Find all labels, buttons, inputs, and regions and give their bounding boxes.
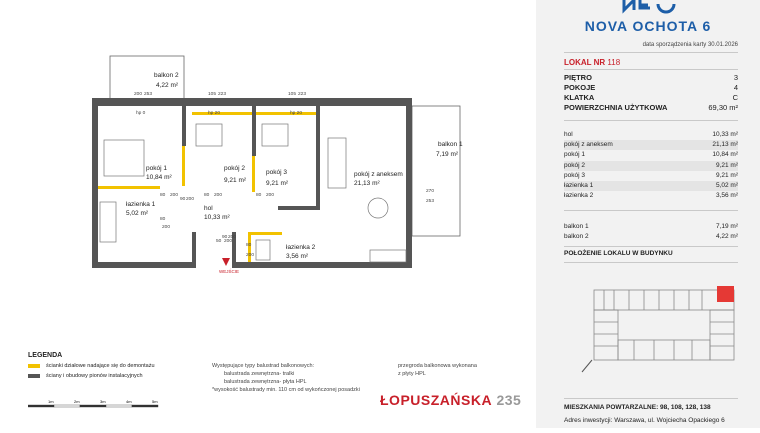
label-balkon2: balkon 2 xyxy=(154,72,179,79)
legend-item: ściany i obudowy pionów instalacyjnych xyxy=(28,373,155,379)
divider xyxy=(564,398,738,399)
area-lazienka2: 3,56 m² xyxy=(286,253,309,260)
scale-bar xyxy=(28,397,168,409)
scale-segment xyxy=(54,405,80,407)
balustrade-type-a: balustrada zewnętrzna- tralki xyxy=(224,371,295,377)
divider xyxy=(564,262,738,263)
dimension-label: 253 xyxy=(426,199,435,204)
scale-label: 3m xyxy=(100,399,106,404)
room-row: pokój 3 9,21 m² xyxy=(564,171,738,179)
legend xyxy=(28,352,155,383)
dimension-label: 200 xyxy=(170,193,179,198)
street-number: 235 xyxy=(496,392,522,408)
partition-info: przegroda balkonowa wykonana z płyty HPL xyxy=(398,363,477,377)
project-name: NOVA OCHOTA 6 xyxy=(584,18,712,34)
divider xyxy=(564,210,738,211)
label-pokoj2: pokój 2 xyxy=(224,165,245,172)
lokal-value: 118 xyxy=(607,58,621,67)
scale-label: 5m xyxy=(152,399,158,404)
dimension-label: 223 xyxy=(218,92,227,97)
spec-row: KLATKA C xyxy=(564,93,738,102)
logo xyxy=(536,0,760,34)
dimension-label: hp 20 xyxy=(208,111,221,116)
demountable-walls xyxy=(98,112,316,262)
lokal-label: LOKAL NR xyxy=(564,58,606,67)
room-row: pokój z aneksem 21,13 m² xyxy=(564,140,738,150)
balcony-list xyxy=(564,222,738,242)
divider xyxy=(564,52,738,53)
dimension-label: 80 xyxy=(246,243,252,248)
balcony-1-outline xyxy=(412,106,460,236)
room-list xyxy=(564,130,738,201)
dimension-label: 200 xyxy=(214,193,223,198)
dimension-label: 223 xyxy=(298,92,307,97)
area-hol: 10,33 m² xyxy=(204,214,230,221)
room-row: hol 10,33 m² xyxy=(564,131,738,138)
area-balkon2: 4,22 m² xyxy=(156,82,179,89)
apartment-highlight xyxy=(717,286,734,302)
label-lazienka1: łazienka 1 xyxy=(126,201,156,208)
scale-label: 2m xyxy=(74,399,80,404)
repeated-apartments: MIESZKANIA POWTARZALNE: 98, 108, 128, 138 xyxy=(564,404,711,411)
street-brand xyxy=(380,392,521,408)
dimension-label: 200 xyxy=(246,253,255,258)
area-aneks: 21,13 m² xyxy=(354,180,380,187)
dimension-label: 90 xyxy=(180,197,186,202)
entry-label: WEJŚCIE xyxy=(219,269,240,274)
dimension-label: 80 xyxy=(160,217,166,222)
dimension-label: 200 xyxy=(134,92,143,97)
scale-segment xyxy=(28,405,54,407)
dimension-label: hp 0 xyxy=(136,111,146,116)
entry-arrow xyxy=(222,258,230,266)
area-lazienka1: 5,02 m² xyxy=(126,210,149,217)
dimension-label: 80 xyxy=(204,193,210,198)
street-name: ŁOPUSZAŃSKA xyxy=(380,392,493,408)
area-pokoj1: 10,84 m² xyxy=(146,174,172,181)
area-pokoj2: 9,21 m² xyxy=(224,177,247,184)
scale-segment xyxy=(80,405,106,407)
balcony-row: balkon 1 7,19 m² xyxy=(564,223,738,230)
investment-address: Adres inwestycji: Warszawa, ul. Wojciecha Opackiego 6 xyxy=(564,417,725,424)
area-pokoj3: 9,21 m² xyxy=(266,180,289,187)
divider xyxy=(564,69,738,70)
room-row: pokój 1 10,84 m² xyxy=(564,151,738,159)
dimension-label: 200 xyxy=(228,235,237,240)
balustrade-note: *wysokość balustrady min. 110 cm od wykończonej posadzki xyxy=(212,387,360,393)
building-location-map xyxy=(574,280,754,384)
dimension-label: hp 20 xyxy=(290,111,303,116)
spec-row: POKOJE 4 xyxy=(564,83,738,92)
dimension-label: 200 xyxy=(224,239,233,244)
label-pokoj1: pokój 1 xyxy=(146,165,167,172)
dimension-label: 270 xyxy=(426,189,435,194)
sidebar xyxy=(536,0,760,428)
scale-label: 1m xyxy=(48,399,54,404)
lokal-number xyxy=(564,58,620,67)
dimension-label: 200 xyxy=(162,225,171,230)
divider xyxy=(564,120,738,121)
room-row: pokój 2 9,21 m² xyxy=(564,161,738,171)
dimension-label: 200 xyxy=(266,193,275,198)
scale-segment xyxy=(132,405,158,407)
spec-row: PIĘTRO 3 xyxy=(564,73,738,82)
dimension-label: 105 xyxy=(288,92,297,97)
dimension-label: 253 xyxy=(144,92,153,97)
legend-item: ścianki działowe nadające się do demontażu xyxy=(28,363,155,369)
label-aneks: pokój z aneksem xyxy=(354,171,403,178)
spec-row: POWIERZCHNIA UŻYTKOWA 69,30 m² xyxy=(564,103,738,112)
label-lazienka2: łazienka 2 xyxy=(286,244,316,251)
dimension-label: 105 xyxy=(208,92,217,97)
room-row: łazienka 2 3,56 m² xyxy=(564,192,738,200)
dimension-label: 80 xyxy=(160,193,166,198)
label-balkon1: balkon 1 xyxy=(438,141,463,148)
label-pokoj3: pokój 3 xyxy=(266,169,287,176)
north-arrow-icon xyxy=(582,360,592,372)
dimension-label: 80 xyxy=(256,193,262,198)
legend-swatch-demount xyxy=(28,364,40,368)
area-balkon1: 7,19 m² xyxy=(436,151,459,158)
legend-title: LEGENDA xyxy=(28,352,63,359)
balustrade-type-b: balustrada zewnętrzna- płyta HPL xyxy=(224,379,307,385)
divider xyxy=(564,246,738,247)
room-row: łazienka 1 5,02 m² xyxy=(564,181,738,191)
neo-logo-icon xyxy=(618,0,678,14)
balcony-row: balkon 2 4,22 m² xyxy=(564,233,738,241)
label-hol: hol xyxy=(204,205,213,212)
location-title: POŁOŻENIE LOKALU W BUDYNKU xyxy=(564,250,673,257)
legend-swatch-wall xyxy=(28,374,40,378)
dimension-label: 200 xyxy=(186,197,195,202)
dimension-label: 90 xyxy=(222,235,228,240)
dimension-label: 50 xyxy=(216,239,222,244)
card-date: data sporządzenia karty 30.01.2026 xyxy=(642,42,738,48)
balustrade-info: Występujące typy balustrad balkonowych: balustrada zewnętrzna- tralki balustrada zewnętrzna- płyta HPL *wysokość balustrady min. 110 cm od wykończonej posadzki xyxy=(212,363,360,393)
scale-label: 4m xyxy=(126,399,132,404)
scale-segment xyxy=(106,405,132,407)
